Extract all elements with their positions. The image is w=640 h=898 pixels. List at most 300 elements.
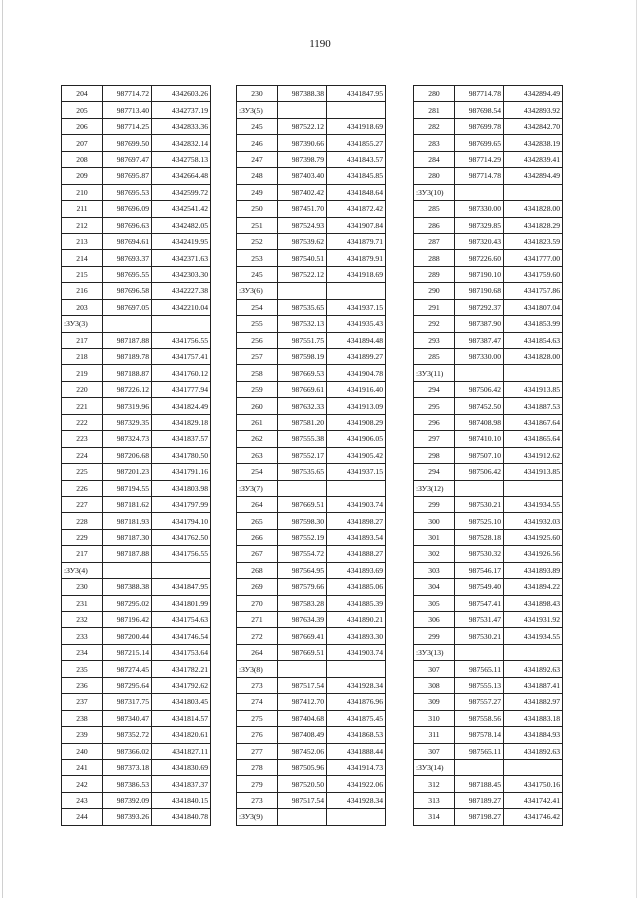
x-coordinate: 987581.20 (278, 414, 327, 430)
x-coordinate: 987226.12 (103, 381, 152, 397)
x-coordinate: 987555.13 (455, 677, 504, 693)
coordinate-row (414, 431, 563, 447)
y-coordinate: 4342842.70 (504, 118, 563, 134)
x-coordinate: 987552.19 (278, 529, 327, 545)
x-coordinate: 987188.87 (103, 365, 152, 381)
section-header-row (414, 480, 563, 496)
empty-cell (278, 809, 327, 825)
empty-cell (278, 661, 327, 677)
coordinate-row (237, 677, 386, 693)
y-coordinate: 4342737.19 (152, 102, 211, 118)
y-coordinate: 4341803.45 (152, 694, 211, 710)
y-coordinate: 4341890.21 (327, 612, 386, 628)
coordinate-row (62, 579, 211, 595)
coordinate-row (414, 398, 563, 414)
point-number: 219 (62, 365, 103, 381)
point-number: 279 (237, 776, 278, 792)
section-header-row (237, 809, 386, 825)
x-coordinate: 987352.72 (103, 727, 152, 743)
y-coordinate: 4341916.40 (327, 381, 386, 397)
y-coordinate: 4341893.54 (327, 529, 386, 545)
point-number: 231 (62, 595, 103, 611)
coordinate-row (62, 168, 211, 184)
point-number: 240 (62, 743, 103, 759)
point-number: 208 (62, 151, 103, 167)
point-number: 213 (62, 233, 103, 249)
coordinate-row (237, 743, 386, 759)
x-coordinate: 987387.90 (455, 316, 504, 332)
y-coordinate: 4341893.30 (327, 628, 386, 644)
point-number: 288 (414, 250, 455, 266)
coordinate-row (62, 250, 211, 266)
coordinate-row (414, 612, 563, 628)
coordinate-row (62, 349, 211, 365)
coordinate-row (414, 201, 563, 217)
coordinate-row (414, 86, 563, 102)
x-coordinate: 987540.51 (278, 250, 327, 266)
point-number: 245 (237, 118, 278, 134)
coordinate-row (414, 250, 563, 266)
empty-cell (327, 661, 386, 677)
empty-cell (455, 365, 504, 381)
y-coordinate: 4341893.69 (327, 562, 386, 578)
point-number: 314 (414, 809, 455, 825)
coordinate-row (414, 677, 563, 693)
point-number: 215 (62, 266, 103, 282)
y-coordinate: 4341882.97 (504, 694, 563, 710)
x-coordinate: 987215.14 (103, 644, 152, 660)
x-coordinate: 987181.93 (103, 513, 152, 529)
point-number: 297 (414, 431, 455, 447)
y-coordinate: 4341829.18 (152, 414, 211, 430)
y-coordinate: 4341888.44 (327, 743, 386, 759)
coordinate-row (237, 414, 386, 430)
y-coordinate: 4341777.00 (504, 250, 563, 266)
x-coordinate: 987388.38 (103, 579, 152, 595)
x-coordinate: 987696.09 (103, 201, 152, 217)
coordinate-row (414, 135, 563, 151)
point-number: 237 (62, 694, 103, 710)
section-header-row (237, 283, 386, 299)
coordinate-row (62, 381, 211, 397)
point-number: 304 (414, 579, 455, 595)
x-coordinate: 987520.50 (278, 776, 327, 792)
y-coordinate: 4341854.63 (504, 332, 563, 348)
point-number: 264 (237, 496, 278, 512)
x-coordinate: 987524.93 (278, 217, 327, 233)
coordinate-row (62, 299, 211, 315)
point-number: 310 (414, 710, 455, 726)
point-number: 247 (237, 151, 278, 167)
point-number: 235 (62, 661, 103, 677)
point-number: 283 (414, 135, 455, 151)
point-number: 285 (414, 349, 455, 365)
point-number: 275 (237, 710, 278, 726)
point-number: 222 (62, 414, 103, 430)
point-number: 284 (414, 151, 455, 167)
coordinate-row (62, 529, 211, 545)
x-coordinate: 987404.68 (278, 710, 327, 726)
empty-cell (455, 759, 504, 775)
point-number: 230 (237, 86, 278, 102)
coordinate-row (414, 447, 563, 463)
point-number: 308 (414, 677, 455, 693)
x-coordinate: 987598.19 (278, 349, 327, 365)
coordinate-row (62, 628, 211, 644)
point-number: 280 (414, 86, 455, 102)
x-coordinate: 987551.75 (278, 332, 327, 348)
coordinate-row (237, 299, 386, 315)
point-number: 307 (414, 661, 455, 677)
y-coordinate: 4341801.99 (152, 595, 211, 611)
y-coordinate: 4341879.71 (327, 233, 386, 249)
point-number: 243 (62, 792, 103, 808)
y-coordinate: 4341926.56 (504, 546, 563, 562)
x-coordinate: 987373.18 (103, 759, 152, 775)
y-coordinate: 4342839.41 (504, 151, 563, 167)
coordinate-row (237, 612, 386, 628)
coordinate-row (414, 661, 563, 677)
coordinate-row (414, 283, 563, 299)
empty-cell (504, 480, 563, 496)
x-coordinate: 987366.02 (103, 743, 152, 759)
point-number: 303 (414, 562, 455, 578)
coordinate-row (237, 496, 386, 512)
x-coordinate: 987695.87 (103, 168, 152, 184)
empty-cell (152, 562, 211, 578)
y-coordinate: 4341906.05 (327, 431, 386, 447)
x-coordinate: 987329.85 (455, 217, 504, 233)
point-number: 294 (414, 464, 455, 480)
x-coordinate: 987583.28 (278, 595, 327, 611)
y-coordinate: 4341892.63 (504, 661, 563, 677)
y-coordinate: 4341840.78 (152, 809, 211, 825)
y-coordinate: 4341937.15 (327, 464, 386, 480)
coordinate-row (62, 743, 211, 759)
point-number: 281 (414, 102, 455, 118)
coordinate-row (237, 694, 386, 710)
y-coordinate: 4341903.74 (327, 496, 386, 512)
y-coordinate: 4341894.22 (504, 579, 563, 595)
y-coordinate: 4341848.64 (327, 184, 386, 200)
x-coordinate: 987388.38 (278, 86, 327, 102)
scan-edge-right (636, 0, 637, 898)
empty-cell (278, 480, 327, 496)
point-number: 293 (414, 332, 455, 348)
coordinate-row (237, 447, 386, 463)
scan-edge-left (2, 0, 3, 898)
x-coordinate: 987634.39 (278, 612, 327, 628)
point-number: 250 (237, 201, 278, 217)
coordinate-row (237, 464, 386, 480)
x-coordinate: 987403.40 (278, 168, 327, 184)
x-coordinate: 987506.42 (455, 381, 504, 397)
coordinate-row (62, 233, 211, 249)
coordinate-row (62, 644, 211, 660)
y-coordinate: 4341904.78 (327, 365, 386, 381)
x-coordinate: 987190.10 (455, 266, 504, 282)
empty-cell (278, 102, 327, 118)
coordinate-row (414, 513, 563, 529)
y-coordinate: 4341756.55 (152, 546, 211, 562)
coordinate-row (237, 727, 386, 743)
x-coordinate: 987330.00 (455, 349, 504, 365)
y-coordinate: 4342210.04 (152, 299, 211, 315)
point-number: 264 (237, 644, 278, 660)
coordinate-row (237, 759, 386, 775)
y-coordinate: 4342482.05 (152, 217, 211, 233)
y-coordinate: 4341879.91 (327, 250, 386, 266)
y-coordinate: 4341777.94 (152, 381, 211, 397)
coordinate-row (237, 546, 386, 562)
point-number: 266 (237, 529, 278, 545)
x-coordinate: 987187.88 (103, 546, 152, 562)
point-number: 276 (237, 727, 278, 743)
y-coordinate: 4341913.09 (327, 398, 386, 414)
coordinate-row (62, 118, 211, 134)
y-coordinate: 4342833.36 (152, 118, 211, 134)
y-coordinate: 4342758.13 (152, 151, 211, 167)
x-coordinate: 987547.41 (455, 595, 504, 611)
section-label: :ЗУ3(3) (62, 316, 103, 332)
y-coordinate: 4341837.57 (152, 431, 211, 447)
y-coordinate: 4342832.14 (152, 135, 211, 151)
x-coordinate: 987295.64 (103, 677, 152, 693)
y-coordinate: 4342541.42 (152, 201, 211, 217)
x-coordinate: 987200.44 (103, 628, 152, 644)
coordinate-row (237, 184, 386, 200)
coordinate-row (414, 151, 563, 167)
x-coordinate: 987198.27 (455, 809, 504, 825)
point-number: 306 (414, 612, 455, 628)
y-coordinate: 4342838.19 (504, 135, 563, 151)
y-coordinate: 4341885.39 (327, 595, 386, 611)
y-coordinate: 4341782.21 (152, 661, 211, 677)
point-number: 226 (62, 480, 103, 496)
point-number: 285 (414, 201, 455, 217)
x-coordinate: 987330.00 (455, 201, 504, 217)
x-coordinate: 987714.78 (455, 168, 504, 184)
coordinate-row (237, 513, 386, 529)
coordinate-row (62, 365, 211, 381)
x-coordinate: 987452.06 (278, 743, 327, 759)
point-number: 295 (414, 398, 455, 414)
x-coordinate: 987320.43 (455, 233, 504, 249)
coordinate-row (62, 595, 211, 611)
y-coordinate: 4341884.93 (504, 727, 563, 743)
point-number: 298 (414, 447, 455, 463)
empty-cell (455, 184, 504, 200)
x-coordinate: 987226.60 (455, 250, 504, 266)
point-number: 214 (62, 250, 103, 266)
y-coordinate: 4341918.69 (327, 266, 386, 282)
section-label: :ЗУ3(7) (237, 480, 278, 496)
point-number: 258 (237, 365, 278, 381)
y-coordinate: 4342603.26 (152, 86, 211, 102)
y-coordinate: 4341823.59 (504, 233, 563, 249)
x-coordinate: 987295.02 (103, 595, 152, 611)
coordinate-row (62, 759, 211, 775)
x-coordinate: 987549.40 (455, 579, 504, 595)
point-number: 253 (237, 250, 278, 266)
y-coordinate: 4341876.96 (327, 694, 386, 710)
point-number: 220 (62, 381, 103, 397)
x-coordinate: 987317.75 (103, 694, 152, 710)
point-number: 311 (414, 727, 455, 743)
section-label: :ЗУ3(13) (414, 644, 455, 660)
section-header-row (237, 480, 386, 496)
coordinate-row (237, 381, 386, 397)
y-coordinate: 4341828.29 (504, 217, 563, 233)
y-coordinate: 4342894.49 (504, 168, 563, 184)
point-number: 209 (62, 168, 103, 184)
y-coordinate: 4341937.15 (327, 299, 386, 315)
y-coordinate: 4342664.48 (152, 168, 211, 184)
empty-cell (327, 480, 386, 496)
point-number: 286 (414, 217, 455, 233)
point-number: 307 (414, 743, 455, 759)
point-number: 234 (62, 644, 103, 660)
coordinate-row (62, 464, 211, 480)
point-number: 223 (62, 431, 103, 447)
x-coordinate: 987669.53 (278, 365, 327, 381)
section-label: :ЗУ3(12) (414, 480, 455, 496)
coordinate-row (414, 595, 563, 611)
x-coordinate: 987387.47 (455, 332, 504, 348)
point-number: 245 (237, 266, 278, 282)
x-coordinate: 987194.55 (103, 480, 152, 496)
y-coordinate: 4341893.89 (504, 562, 563, 578)
x-coordinate: 987699.50 (103, 135, 152, 151)
point-number: 207 (62, 135, 103, 151)
coordinate-row (62, 809, 211, 825)
coordinate-row (237, 628, 386, 644)
point-number: 291 (414, 299, 455, 315)
coordinate-row (62, 86, 211, 102)
point-number: 248 (237, 168, 278, 184)
x-coordinate: 987392.09 (103, 792, 152, 808)
coordinate-row (237, 579, 386, 595)
point-number: 272 (237, 628, 278, 644)
x-coordinate: 987713.40 (103, 102, 152, 118)
point-number: 204 (62, 86, 103, 102)
coordinate-row (414, 546, 563, 562)
y-coordinate: 4342894.49 (504, 86, 563, 102)
x-coordinate: 987554.72 (278, 546, 327, 562)
x-coordinate: 987669.41 (278, 628, 327, 644)
coordinate-row (414, 168, 563, 184)
empty-cell (278, 283, 327, 299)
y-coordinate: 4341894.48 (327, 332, 386, 348)
point-number: 238 (62, 710, 103, 726)
section-header-row (414, 184, 563, 200)
y-coordinate: 4341830.69 (152, 759, 211, 775)
coordinate-row (237, 792, 386, 808)
point-number: 251 (237, 217, 278, 233)
point-number: 252 (237, 233, 278, 249)
x-coordinate: 987696.63 (103, 217, 152, 233)
y-coordinate: 4341791.16 (152, 464, 211, 480)
coordinate-row (62, 710, 211, 726)
x-coordinate: 987188.45 (455, 776, 504, 792)
coordinate-row (414, 776, 563, 792)
y-coordinate: 4342227.38 (152, 283, 211, 299)
x-coordinate: 987274.45 (103, 661, 152, 677)
x-coordinate: 987714.25 (103, 118, 152, 134)
x-coordinate: 987530.21 (455, 496, 504, 512)
coordinate-row (237, 398, 386, 414)
coordinate-row (237, 644, 386, 660)
point-number: 313 (414, 792, 455, 808)
x-coordinate: 987714.29 (455, 151, 504, 167)
section-header-row (62, 316, 211, 332)
x-coordinate: 987340.47 (103, 710, 152, 726)
coordinate-row (237, 151, 386, 167)
y-coordinate: 4341892.63 (504, 743, 563, 759)
y-coordinate: 4341803.98 (152, 480, 211, 496)
y-coordinate: 4342371.63 (152, 250, 211, 266)
point-number: 254 (237, 299, 278, 315)
x-coordinate: 987201.23 (103, 464, 152, 480)
y-coordinate: 4341885.06 (327, 579, 386, 595)
x-coordinate: 987292.37 (455, 299, 504, 315)
coordinate-row (62, 677, 211, 693)
point-number: 277 (237, 743, 278, 759)
coordinate-row (414, 414, 563, 430)
section-label: :ЗУ3(10) (414, 184, 455, 200)
coordinate-row (62, 496, 211, 512)
y-coordinate: 4341912.62 (504, 447, 563, 463)
section-label: :ЗУ3(4) (62, 562, 103, 578)
coordinate-row (62, 283, 211, 299)
coordinate-row (62, 612, 211, 628)
empty-cell (152, 316, 211, 332)
coordinate-row (62, 398, 211, 414)
coordinate-row (414, 217, 563, 233)
y-coordinate: 4342303.30 (152, 266, 211, 282)
coordinate-row (414, 727, 563, 743)
coordinate-row (62, 217, 211, 233)
y-coordinate: 4342893.92 (504, 102, 563, 118)
x-coordinate: 987408.49 (278, 727, 327, 743)
point-number: 210 (62, 184, 103, 200)
coordinate-row (237, 776, 386, 792)
coordinate-row (62, 431, 211, 447)
coordinate-row (62, 332, 211, 348)
coordinate-row (62, 727, 211, 743)
x-coordinate: 987535.65 (278, 464, 327, 480)
coordinate-row (237, 316, 386, 332)
x-coordinate: 987565.11 (455, 661, 504, 677)
empty-cell (103, 316, 152, 332)
coordinate-row (414, 299, 563, 315)
x-coordinate: 987507.10 (455, 447, 504, 463)
x-coordinate: 987398.79 (278, 151, 327, 167)
point-number: 224 (62, 447, 103, 463)
x-coordinate: 987522.12 (278, 118, 327, 134)
point-number: 257 (237, 349, 278, 365)
point-number: 290 (414, 283, 455, 299)
y-coordinate: 4341754.63 (152, 612, 211, 628)
point-number: 229 (62, 529, 103, 545)
y-coordinate: 4341887.53 (504, 398, 563, 414)
point-number: 236 (62, 677, 103, 693)
x-coordinate: 987187.88 (103, 332, 152, 348)
y-coordinate: 4341847.95 (327, 86, 386, 102)
y-coordinate: 4341898.43 (504, 595, 563, 611)
x-coordinate: 987698.54 (455, 102, 504, 118)
section-header-row (414, 365, 563, 381)
